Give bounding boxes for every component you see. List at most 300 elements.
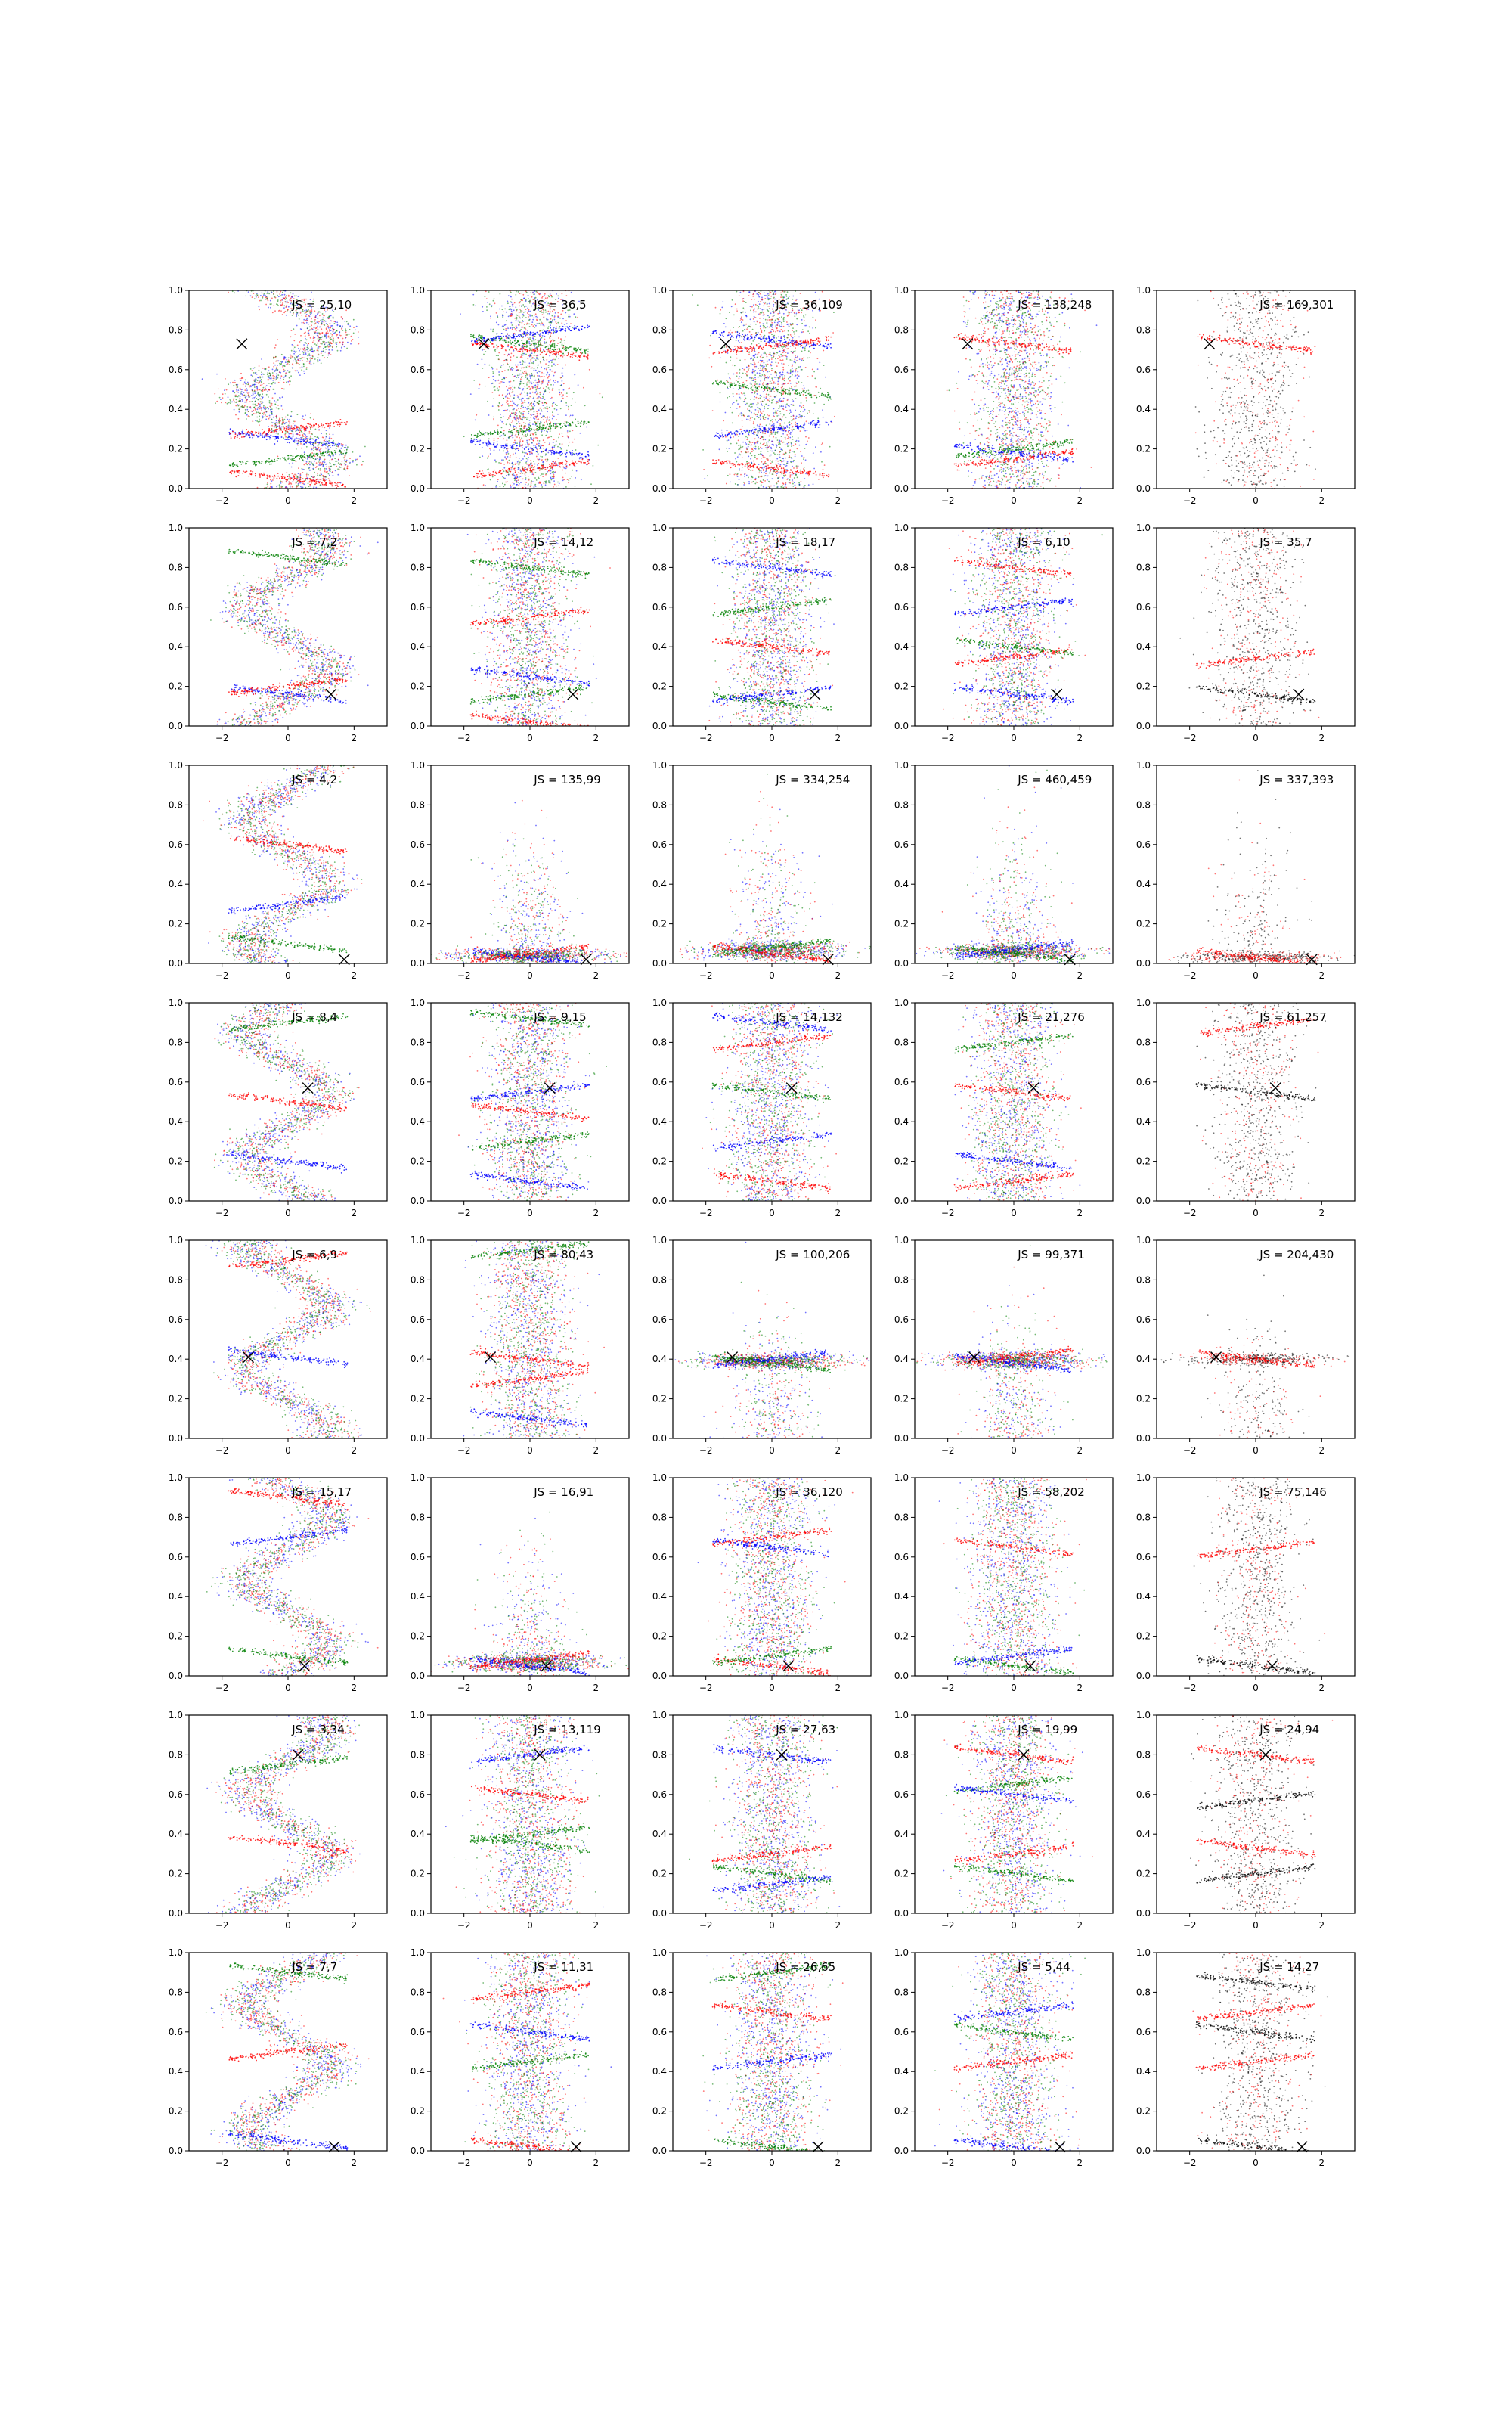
- scatter-point: [553, 332, 554, 334]
- scatter-point: [251, 431, 253, 433]
- scatter-point: [502, 309, 503, 310]
- scatter-point: [314, 343, 316, 345]
- scatter-point: [340, 419, 342, 420]
- scatter-point: [519, 361, 521, 363]
- scatter-point: [519, 415, 521, 417]
- scatter-point: [515, 334, 516, 335]
- scatter-point: [256, 435, 258, 436]
- scatter-point: [494, 339, 496, 340]
- scatter-point: [291, 411, 293, 413]
- scatter-point: [324, 484, 326, 486]
- scatter-point: [253, 372, 255, 374]
- scatter-point: [519, 444, 521, 445]
- scatter-point: [486, 445, 488, 446]
- scatter-point: [325, 464, 327, 465]
- scatter-point: [225, 393, 226, 395]
- scatter-point: [320, 320, 321, 321]
- scatter-point: [538, 378, 539, 380]
- scatter-point: [533, 445, 534, 446]
- scatter-point: [290, 375, 292, 377]
- scatter-point: [306, 473, 308, 474]
- scatter-point: [326, 334, 327, 336]
- scatter-point: [503, 451, 504, 452]
- scatter-point: [526, 430, 528, 431]
- scatter-point: [234, 471, 236, 473]
- scatter-point: [518, 450, 519, 451]
- scatter-point: [311, 349, 313, 351]
- scatter-point: [550, 427, 551, 428]
- scatter-point: [578, 421, 579, 423]
- scatter-point: [510, 309, 512, 310]
- scatter-point: [547, 459, 549, 461]
- scatter-point: [292, 368, 293, 369]
- scatter-point: [569, 425, 571, 427]
- scatter-point: [262, 417, 264, 418]
- scatter-point: [564, 467, 565, 469]
- scatter-point: [566, 405, 568, 406]
- scatter-point: [262, 413, 263, 414]
- scatter-point: [587, 327, 589, 328]
- scatter-point: [528, 333, 530, 334]
- scatter-point: [510, 359, 512, 361]
- scatter-point: [554, 484, 556, 486]
- scatter-point: [556, 426, 557, 427]
- scatter-point: [311, 462, 312, 464]
- scatter-point: [364, 446, 366, 448]
- scatter-point: [534, 405, 535, 407]
- scatter-point: [311, 328, 313, 330]
- scatter-point: [503, 364, 504, 365]
- scatter-point: [243, 383, 244, 385]
- scatter-point: [299, 354, 301, 355]
- scatter-point: [321, 482, 323, 484]
- scatter-point: [316, 462, 318, 464]
- scatter-point: [557, 427, 559, 428]
- scatter-point: [228, 383, 229, 385]
- scatter-point: [488, 344, 489, 346]
- scatter-point: [302, 482, 304, 484]
- scatter-point: [574, 355, 575, 356]
- scatter-point: [314, 319, 316, 321]
- scatter-point: [304, 453, 305, 455]
- scatter-point: [300, 455, 302, 457]
- scatter-point: [590, 483, 592, 485]
- scatter-point: [330, 470, 331, 472]
- scatter-point: [471, 434, 472, 436]
- scatter-point: [545, 484, 547, 486]
- scatter-point: [309, 363, 311, 365]
- target-x-marker: [237, 339, 247, 349]
- scatter-point: [518, 387, 519, 389]
- scatter-point: [518, 291, 519, 293]
- scatter-point: [498, 402, 500, 403]
- scatter-point: [277, 456, 279, 458]
- scatter-point: [527, 394, 528, 396]
- scatter-point: [534, 355, 535, 356]
- scatter-point: [531, 349, 533, 350]
- scatter-point: [553, 451, 555, 453]
- scatter-point: [302, 357, 304, 358]
- scatter-point: [562, 398, 564, 399]
- scatter-point: [230, 471, 231, 473]
- scatter-point: [510, 341, 511, 343]
- scatter-point: [267, 372, 268, 374]
- scatter-point: [353, 319, 355, 321]
- scatter-point: [335, 331, 336, 333]
- scatter-point: [233, 462, 234, 464]
- scatter-point: [318, 322, 319, 324]
- scatter-point: [265, 304, 267, 306]
- scatter-point: [510, 343, 512, 345]
- scatter-point: [262, 461, 263, 463]
- scatter-point: [534, 421, 536, 423]
- scatter-point: [305, 338, 306, 340]
- scatter-point: [534, 346, 535, 347]
- scatter-point: [229, 464, 231, 466]
- scatter-point: [530, 460, 531, 461]
- scatter-point: [512, 405, 513, 407]
- scatter-point: [306, 339, 308, 340]
- scatter-point: [522, 430, 523, 432]
- scatter-point: [326, 442, 327, 444]
- scatter-point: [494, 442, 495, 444]
- scatter-point: [276, 420, 277, 421]
- scatter-point: [505, 444, 507, 445]
- scatter-point: [349, 334, 350, 335]
- scatter-point: [214, 393, 215, 395]
- scatter-point: [546, 368, 547, 369]
- scatter-point: [557, 322, 559, 324]
- scatter-point: [276, 367, 277, 368]
- scatter-point: [498, 336, 500, 337]
- scatter-point: [593, 465, 594, 467]
- scatter-point: [568, 352, 569, 354]
- scatter-point: [522, 401, 523, 402]
- scatter-point: [342, 454, 343, 455]
- scatter-point: [316, 482, 318, 484]
- scatter-point: [524, 367, 525, 368]
- scatter-point: [540, 456, 541, 458]
- scatter-point: [302, 415, 304, 417]
- scatter-point: [280, 291, 281, 293]
- scatter-point: [520, 378, 522, 380]
- scatter-point: [289, 364, 290, 365]
- scatter-point: [308, 433, 309, 434]
- scatter-point: [509, 315, 510, 317]
- scatter-point: [527, 392, 528, 394]
- scatter-point: [528, 446, 529, 448]
- scatter-point: [565, 468, 567, 470]
- scatter-point: [314, 440, 316, 442]
- scatter-point: [505, 377, 507, 378]
- scatter-point: [252, 431, 253, 433]
- scatter-point: [268, 300, 269, 302]
- scatter-point: [274, 380, 276, 381]
- scatter-point: [261, 390, 262, 392]
- scatter-point: [522, 317, 523, 318]
- scatter-point: [534, 370, 535, 371]
- scatter-point: [479, 476, 480, 477]
- scatter-point: [482, 455, 483, 457]
- scatter-point: [237, 392, 239, 393]
- scatter-point: [581, 423, 582, 424]
- scatter-point: [262, 296, 264, 297]
- scatter-point: [554, 343, 556, 345]
- scatter-point: [263, 374, 265, 375]
- scatter-point: [545, 417, 547, 418]
- scatter-point: [520, 482, 522, 483]
- scatter-point: [557, 296, 559, 297]
- scatter-point: [502, 347, 503, 349]
- scatter-point: [293, 312, 294, 313]
- scatter-point: [506, 359, 507, 361]
- scatter-point: [345, 337, 347, 338]
- scatter-point: [536, 443, 538, 445]
- scatter-point: [331, 339, 333, 340]
- scatter-point: [565, 414, 567, 416]
- scatter-point: [291, 467, 293, 468]
- scatter-point: [299, 364, 300, 365]
- scatter-point: [267, 407, 268, 408]
- scatter-point: [260, 463, 262, 464]
- scatter-points: [202, 290, 366, 489]
- scatter-point: [259, 365, 260, 367]
- scatter-point: [533, 397, 534, 399]
- scatter-point: [494, 298, 495, 299]
- scatter-point: [476, 439, 477, 440]
- scatter-point: [216, 401, 218, 402]
- scatter-point: [335, 343, 336, 344]
- scatter-point: [509, 460, 510, 461]
- scatter-point: [292, 344, 293, 346]
- scatter-point: [238, 408, 240, 410]
- scatter-point: [504, 456, 506, 458]
- scatter-point: [510, 339, 511, 340]
- scatter-point: [284, 298, 285, 299]
- scatter-point: [319, 463, 321, 464]
- scatter-point: [329, 346, 330, 347]
- scatter-point: [349, 329, 351, 330]
- scatter-point: [321, 321, 323, 323]
- scatter-point: [525, 317, 527, 318]
- scatter-point: [553, 473, 554, 474]
- scatter-point: [307, 479, 308, 480]
- scatter-point: [264, 293, 265, 295]
- scatter-point: [546, 451, 547, 452]
- scatter-point: [513, 309, 515, 311]
- scatter-point: [539, 408, 541, 409]
- scatter-point: [302, 459, 304, 461]
- scatter-point: [232, 470, 234, 472]
- scatter-point: [315, 487, 317, 489]
- scatter-point: [259, 424, 260, 426]
- scatter-point: [316, 344, 318, 346]
- scatter-point: [572, 450, 573, 451]
- scatter-point: [524, 306, 525, 308]
- scatter-point: [311, 442, 313, 443]
- scatter-point: [584, 405, 586, 407]
- scatter-point: [285, 433, 287, 434]
- scatter-point: [308, 468, 310, 470]
- scatter-point: [555, 461, 556, 463]
- scatter-point: [270, 300, 271, 302]
- scatter-point: [511, 337, 513, 338]
- scatter-point: [550, 332, 551, 334]
- scatter-point: [562, 372, 563, 374]
- scatter-point: [298, 315, 299, 316]
- scatter-point: [306, 367, 308, 368]
- scatter-point: [501, 306, 503, 307]
- scatter-point: [539, 392, 541, 393]
- scatter-point: [575, 348, 577, 349]
- scatter-point: [544, 336, 545, 337]
- scatter-point: [280, 310, 282, 312]
- scatter-point: [259, 408, 261, 410]
- scatter-point: [578, 347, 579, 349]
- scatter-point: [504, 354, 506, 355]
- scatter-point: [322, 332, 324, 334]
- scatter-point: [337, 421, 339, 423]
- scatter-point: [507, 355, 508, 357]
- scatter-point: [235, 414, 237, 416]
- scatter-point: [545, 482, 547, 484]
- scatter-point: [338, 486, 339, 487]
- scatter-point: [276, 376, 277, 377]
- scatter-point: [515, 328, 516, 330]
- scatter-point: [324, 352, 326, 353]
- scatter-point: [321, 479, 322, 480]
- scatter-point: [474, 340, 476, 342]
- scatter-point: [303, 433, 305, 434]
- scatter-point: [519, 334, 521, 336]
- scatter-point: [476, 414, 477, 416]
- scatter-point: [280, 305, 282, 306]
- scatter-point: [259, 306, 260, 308]
- scatter-point: [544, 442, 546, 443]
- scatter-point: [526, 343, 528, 345]
- scatter-point: [581, 420, 582, 422]
- scatter-point: [555, 312, 556, 314]
- scatter-point: [290, 479, 291, 480]
- scatter-point: [329, 427, 330, 429]
- scatter-point: [482, 447, 483, 448]
- scatter-point: [306, 476, 308, 477]
- scatter-point: [308, 486, 310, 487]
- scatter-point: [342, 444, 344, 445]
- scatter-point: [494, 432, 496, 433]
- scatter-point: [257, 377, 259, 378]
- scatter-point: [501, 345, 503, 346]
- scatter-point: [480, 432, 482, 433]
- scatter-point: [556, 405, 558, 406]
- scatter-point: [309, 424, 311, 426]
- scatter-point: [519, 476, 520, 478]
- scatter-point: [525, 425, 526, 427]
- scatter-point: [549, 355, 550, 357]
- scatter-point: [296, 440, 297, 442]
- scatter-point: [345, 461, 347, 462]
- scatter-point: [306, 318, 308, 320]
- scatter-point: [338, 462, 339, 464]
- scatter-point: [534, 340, 535, 342]
- scatter-point: [528, 411, 530, 412]
- scatter-point: [304, 456, 305, 458]
- scatter-point: [329, 433, 330, 435]
- scatter-point: [330, 442, 331, 443]
- scatter-point: [298, 455, 299, 456]
- scatter-point: [542, 383, 544, 384]
- scatter-point: [237, 466, 239, 467]
- scatter-point: [503, 486, 504, 487]
- scatter-point: [302, 445, 303, 446]
- scatter-point: [320, 484, 321, 486]
- scatter-point: [516, 409, 518, 411]
- scatter-point: [519, 374, 520, 376]
- scatter-point: [499, 395, 500, 396]
- scatter-point: [346, 460, 348, 461]
- scatter-point: [508, 354, 510, 355]
- scatter-point: [473, 337, 475, 338]
- scatter-point: [513, 427, 514, 428]
- scatter-point: [263, 473, 265, 474]
- scatter-point: [539, 319, 541, 321]
- scatter-point: [587, 354, 589, 355]
- scatter-point: [506, 475, 507, 476]
- scatter-point: [548, 480, 550, 482]
- scatter-point: [529, 453, 531, 455]
- scatter-point: [246, 396, 247, 397]
- scatter-point: [543, 445, 544, 446]
- scatter-point: [562, 426, 563, 427]
- scatter-point: [587, 421, 589, 423]
- scatter-point: [239, 461, 240, 462]
- scatter-point: [522, 357, 523, 358]
- scatter-point: [318, 424, 319, 426]
- scatter-point: [515, 338, 516, 340]
- scatter-point: [310, 312, 311, 313]
- scatter-point: [236, 384, 237, 386]
- scatter-point: [536, 417, 538, 419]
- scatter-point: [531, 340, 533, 342]
- scatter-point: [336, 343, 337, 345]
- scatter-point: [516, 349, 517, 351]
- scatter-point: [519, 309, 521, 310]
- scatter-point: [552, 354, 553, 355]
- scatter-point: [518, 472, 519, 473]
- scatter-point: [274, 310, 276, 312]
- scatter-point: [278, 422, 280, 424]
- scatter-point: [537, 402, 538, 404]
- scatter-point: [550, 467, 552, 469]
- scatter-point: [293, 440, 294, 442]
- scatter-point: [299, 482, 300, 484]
- scatter-point: [337, 474, 339, 476]
- scatter-point: [268, 370, 270, 371]
- scatter-point: [525, 417, 527, 418]
- scatter-point: [497, 444, 498, 445]
- scatter-point: [329, 468, 330, 470]
- scatter-point: [555, 404, 556, 405]
- scatter-point: [541, 323, 542, 324]
- scatter-point: [507, 451, 509, 453]
- scatter-point: [261, 408, 262, 410]
- scatter-point: [255, 409, 256, 411]
- scatter-point: [279, 477, 280, 479]
- scatter-point: [319, 315, 321, 317]
- scatter-point: [562, 394, 564, 396]
- scatter-point: [513, 334, 514, 336]
- scatter-point: [554, 372, 556, 374]
